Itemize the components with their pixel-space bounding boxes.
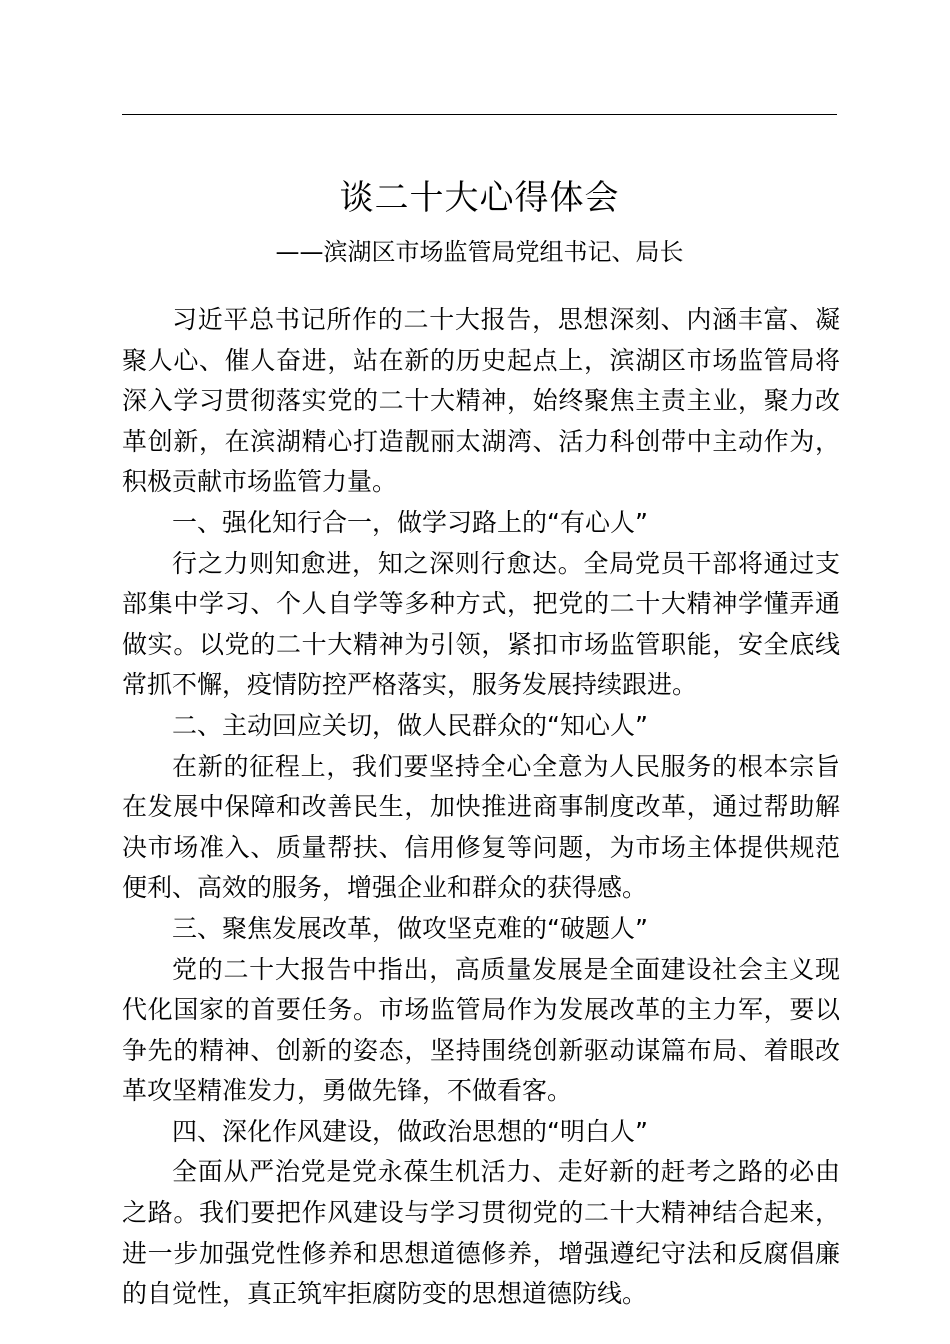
section-heading-3: 三、聚焦发展改革，做攻坚克难的“破题人” bbox=[172, 913, 648, 943]
section-paragraph-2: 在新的征程上，我们要坚持全心全意为人民服务的根本宗旨在发展中保障和改善民生，加快推进商事制度改革，通过帮助解决市场准入、质量帮扶、信用修复等问题，为市场主体提供规范便利、高效的服务，增强企业和群众的获得感。 bbox=[122, 751, 840, 903]
document-body bbox=[122, 300, 840, 1315]
section-paragraph-3: 党的二十大报告中指出，高质量发展是全面建设社会主义现代化国家的首要任务。市场监管局作为发展改革的主力军，要以争先的精神、创新的姿态，坚持围绕创新驱动谋篇布局、着眼改革攻坚精准发力，勇做先锋，不做看客。 bbox=[122, 954, 840, 1106]
intro-paragraph: 习近平总书记所作的二十大报告，思想深刻、内涵丰富、凝聚人心、催人奋进，站在新的历史起点上，滨湖区市场监管局将深入学习贯彻落实党的二十大精神，始终聚焦主责主业，聚力改革创新，在滨湖精心打造靓丽太湖湾、活力科创带中主动作为，积极贡献市场监管力量。 bbox=[122, 305, 840, 497]
section-heading-4: 四、深化作风建设，做政治思想的“明白人” bbox=[172, 1116, 648, 1146]
document-title: 谈二十大心得体会 bbox=[339, 178, 620, 218]
section-paragraph-1: 行之力则知愈进，知之深则行愈达。全局党员干部将通过支部集中学习、个人自学等多种方式，把党的二十大精神学懂弄通做实。以党的二十大精神为引领，紧扣市场监管职能，安全底线常抓不懈，疫情防控严格落实，服务发展持续跟进。 bbox=[122, 548, 840, 700]
document-subtitle: ——滨湖区市场监管局党组书记、局长 bbox=[275, 238, 684, 266]
section-heading-1: 一、强化知行合一，做学习路上的“有心人” bbox=[172, 507, 648, 537]
header-rule bbox=[122, 114, 837, 115]
section-paragraph-4: 全面从严治党是党永葆生机活力、走好新的赶考之路的必由之路。我们要把作风建设与学习贯彻党的二十大精神结合起来，进一步加强党性修养和思想道德修养，增强遵纪守法和反腐倡廉的自觉性，真正筑牢拒腐防变的思想道德防线。 bbox=[122, 1157, 840, 1309]
section-heading-2: 二、主动回应关切，做人民群众的“知心人” bbox=[172, 710, 648, 740]
